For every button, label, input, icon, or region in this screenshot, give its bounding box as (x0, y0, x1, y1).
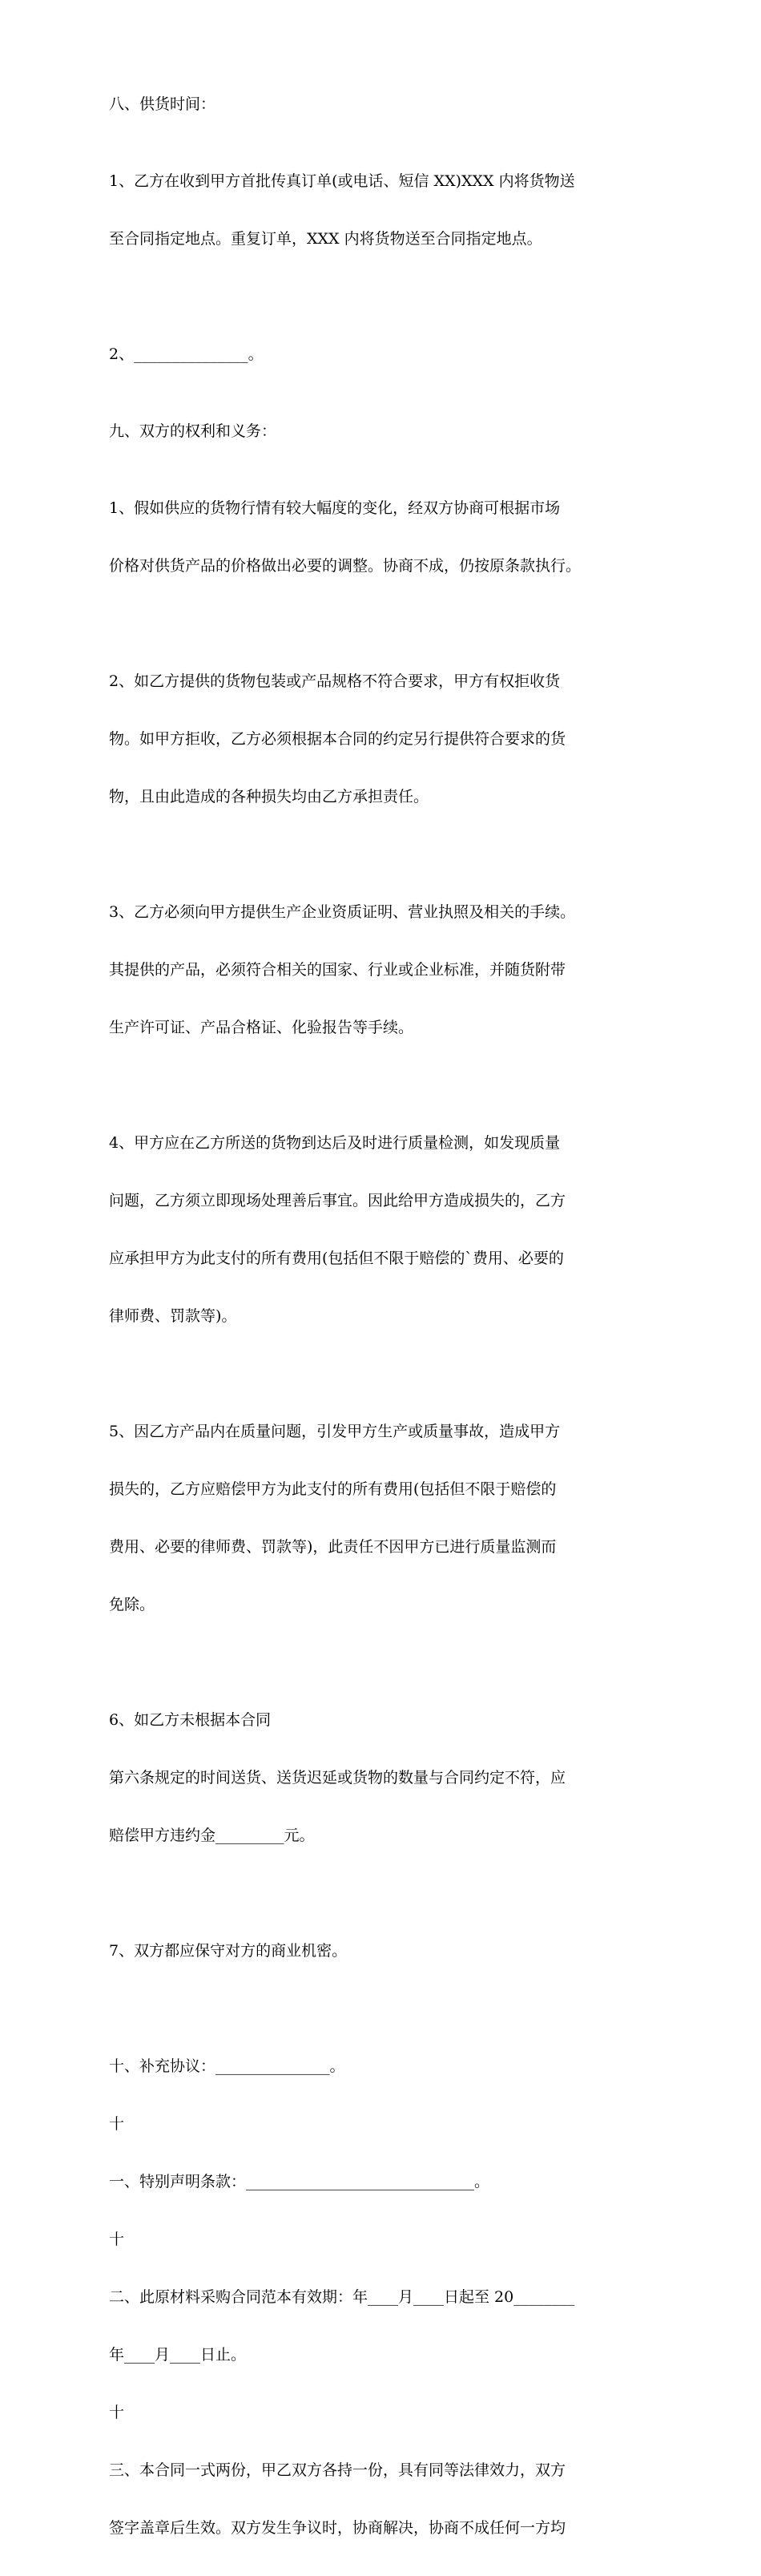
section-number-fragment: 十 (109, 2115, 125, 2133)
section-heading-rights-obligations: 九、双方的权利和义务： (109, 422, 277, 440)
section-number-fragment: 十 (109, 2231, 125, 2248)
clause-line: 免除。 (109, 1596, 155, 1613)
clause-line: 7、双方都应保守对方的商业机密。 (109, 1942, 348, 1960)
copies-clause-line: 三、本合同一式两份，甲乙双方各持一份，具有同等法律效力，双方 (109, 2461, 566, 2479)
clause-9-4 (109, 1095, 662, 1364)
clause-line: 1、乙方在收到甲方首批传真订单(或电话、短信 XX)XXX 内将货物送 (109, 172, 575, 190)
clause-line: 2、如乙方提供的货物包装或产品规格不符合要求，甲方有权拒收货 (109, 672, 561, 690)
clause-line: 至合同指定地点。重复订单，XXX 内将货物送至合同指定地点。 (109, 230, 542, 248)
clause-line: 问题，乙方须立即现场处理善后事宜。因此给甲方造成损失的，乙方 (109, 1192, 566, 1209)
document-body (109, 95, 662, 2576)
section-number-fragment: 十 (109, 2404, 125, 2421)
clause-line: 律师费、罚款等)。 (109, 1307, 237, 1325)
section-heading-supply-time: 八、供货时间： (109, 95, 216, 113)
clause-line: 6、如乙方未根据本合同 (109, 1711, 272, 1729)
clause-9-6 (109, 1672, 662, 1884)
clause-9-1 (109, 460, 662, 614)
tail-block (109, 2018, 662, 2576)
clause-line: 5、因乙方产品内在质量问题，引发甲方生产或质量事故，造成甲方 (109, 1423, 561, 1440)
clause-line: 损失的，乙方应赔偿甲方为此支付的所有费用(包括但不限于赔偿的 (109, 1480, 557, 1498)
clause-8-2 (109, 306, 662, 402)
clause-9-5 (109, 1383, 662, 1653)
clause-line: 2、_______________。 (109, 345, 264, 363)
clause-9-7 (109, 1903, 662, 1999)
clause-line: 赔偿甲方违约金_________元。 (109, 1827, 315, 1844)
clause-8-1 (109, 133, 662, 287)
clause-line: 1、假如供应的货物行情有较大幅度的变化，经双方协商可根据市场 (109, 499, 561, 517)
validity-period-line: 二、此原材料采购合同范本有效期：年____月____日起至 20________ (109, 2288, 575, 2306)
clause-line: 价格对供货产品的价格做出必要的调整。协商不成，仍按原条款执行。 (109, 557, 582, 575)
validity-period-line: 年____月____日止。 (109, 2346, 247, 2364)
clause-line: 4、甲方应在乙方所送的货物到达后及时进行质量检测，如发现质量 (109, 1134, 561, 1152)
clause-line: 其提供的产品，必须符合相关的国家、行业或企业标准，并随货附带 (109, 961, 566, 979)
clause-line: 物，且由此造成的各种损失均由乙方承担责任。 (109, 788, 429, 806)
clause-line: 第六条规定的时间送货、送货迟延或货物的数量与合同约定不符，应 (109, 1769, 566, 1787)
clause-line: 物。如甲方拒收，乙方必须根据本合同的约定另行提供符合要求的货 (109, 730, 566, 748)
clause-line: 费用、必要的律师费、罚款等)，此责任不因甲方已进行质量监测而 (109, 1538, 557, 1556)
clause-9-3 (109, 864, 662, 1076)
special-statement-line: 一、特别声明条款：______________________________。 (109, 2173, 490, 2190)
clause-line: 生产许可证、产品合格证、化验报告等手续。 (109, 1019, 414, 1036)
clause-line: 3、乙方必须向甲方提供生产企业资质证明、营业执照及相关的手续。 (109, 903, 576, 921)
copies-clause-line: 签字盖章后生效。双方发生争议时，协商解决，协商不成任何一方均 (109, 2519, 566, 2537)
clause-9-2 (109, 633, 662, 845)
supplementary-agreement-line: 十、补充协议：_______________。 (109, 2057, 345, 2075)
clause-line: 应承担甲方为此支付的所有费用(包括但不限于赔偿的`费用、必要的 (109, 1250, 564, 1267)
